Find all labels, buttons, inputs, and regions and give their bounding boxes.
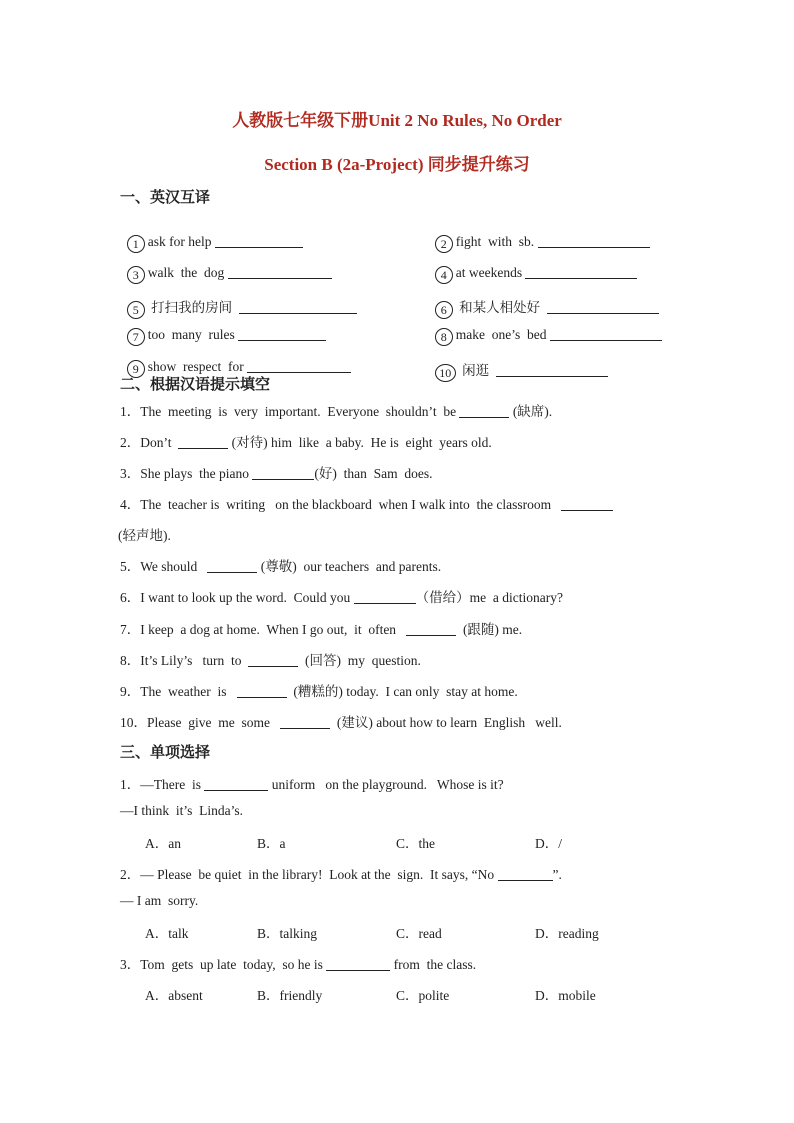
answer-blank [178,435,228,449]
option-d[interactable]: D．reading [535,926,599,941]
answer-blank [237,684,287,698]
fill-in-question: 6．I want to look up the word. Could you （借给）me a dictionary? [120,590,563,605]
answer-blank [354,590,416,604]
answer-blank [280,715,330,729]
answer-blank [247,359,351,373]
answer-blank [204,777,268,791]
number-badge: 3 [127,266,145,284]
mc-question-stem: 3．Tom gets up late today, so he is from the class. [120,957,477,972]
vocab-item: 4 at weekends [428,249,637,284]
number-badge: 1 [127,235,145,253]
answer-blank [326,957,390,971]
section3-heading: 三、单项选择 [120,745,211,761]
fill-in-question-continued: (轻声地). [118,528,171,543]
answer-blank [525,265,637,279]
worksheet-subtitle: Section B (2a-Project) 同步提升练习 [264,155,530,174]
fill-in-question: 9．The weather is (糟糕的) today. I can only stay at home. [120,684,518,699]
vocab-item: 10 闲逛 [428,343,608,382]
fill-in-question: 7．I keep a dog at home. When I go out, it often (跟随) me. [120,622,523,637]
mc-question-stem: 2．— Please be quiet in the library! Look at the sign. It says, “No ”. [120,867,562,882]
option-b[interactable]: B．a [257,836,286,851]
vocab-item: 5 打扫我的房间 [120,280,357,319]
vocab-item: 9 show respect for [120,343,351,378]
option-a[interactable]: A．absent [145,988,203,1003]
answer-blank [406,622,456,636]
answer-blank [207,559,257,573]
answer-blank [248,653,298,667]
fill-in-question: 5．We should (尊敬) our teachers and parents. [120,559,442,574]
fill-in-question: 4．The teacher is writing on the blackboard when I walk into the classroom [120,493,613,513]
option-c[interactable]: C．the [396,836,435,851]
option-d[interactable]: D．mobile [535,988,596,1003]
number-badge: 6 [435,301,453,319]
fill-in-question: 3．She plays the piano (好) than Sam does. [120,466,433,481]
answer-blank [538,234,650,248]
option-c[interactable]: C．polite [396,988,450,1003]
number-badge: 7 [127,328,145,346]
number-badge: 10 [435,364,456,382]
vocab-item: 2 fight with sb. [428,218,650,253]
number-badge: 9 [127,360,145,378]
worksheet-title: 人教版七年级下册Unit 2 No Rules, No Order [232,111,562,130]
vocab-item: 8 make one’s bed [428,311,662,346]
option-b[interactable]: B．friendly [257,988,323,1003]
fill-in-question: 1．The meeting is very important. Everyone shouldn’t be (缺席). [120,404,553,419]
vocab-item: 7 too many rules [120,311,326,346]
vocab-item: 3 walk the dog [120,249,332,284]
section1-heading: 一、英汉互译 [120,190,211,206]
fill-in-question: 2．Don’t (对待) him like a baby. He is eight years old. [120,435,492,450]
mc-question-dialogue: —I think it’s Linda’s. [120,803,243,818]
answer-blank [459,404,509,418]
mc-question-dialogue: — I am sorry. [120,893,199,908]
option-b[interactable]: B．talking [257,926,317,941]
answer-blank [550,327,662,341]
answer-blank [561,497,613,511]
number-badge: 2 [435,235,453,253]
mc-question-stem: 1．—There is uniform on the playground. Whose is it? [120,777,504,792]
number-badge: 4 [435,266,453,284]
fill-in-question: 8．It’s Lily’s turn to (回答) my question. [120,653,421,668]
fill-in-question: 10．Please give me some (建议) about how to learn English well. [120,715,562,730]
vocab-item: 6 和某人相处好 [428,280,659,319]
option-c[interactable]: C．read [396,926,442,941]
section2-heading: 二、根据汉语提示填空 [120,377,271,393]
answer-blank [238,327,326,341]
number-badge: 5 [127,301,145,319]
number-badge: 8 [435,328,453,346]
answer-blank [498,867,553,881]
option-d[interactable]: D．/ [535,836,562,851]
option-a[interactable]: A．talk [145,926,189,941]
answer-blank [228,265,332,279]
answer-blank [252,466,314,480]
answer-blank [496,363,608,377]
option-a[interactable]: A．an [145,836,181,851]
answer-blank [215,234,303,248]
vocab-item: 1 ask for help [120,218,303,253]
